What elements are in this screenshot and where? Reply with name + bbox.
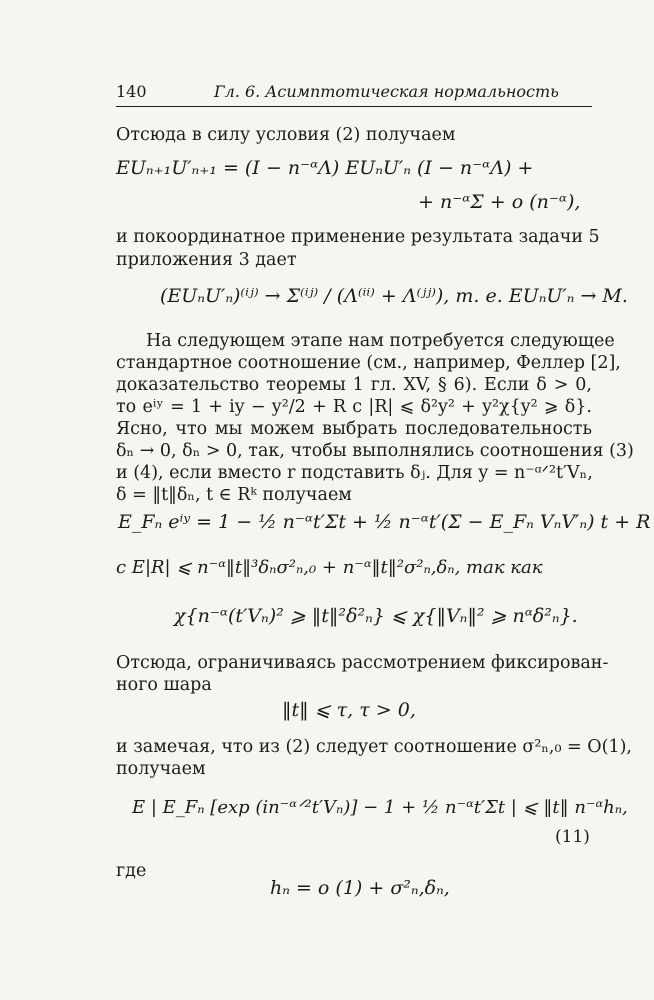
paragraph-line: ного шара	[116, 675, 212, 695]
running-header	[116, 82, 592, 104]
page-number: 140	[116, 82, 147, 101]
paragraph-line: где	[116, 861, 147, 881]
formula-display: E | E_Fₙ [exp (in⁻ᵅᐟ²t′Vₙ)] − 1 + ½ n⁻ᵅt′Σt | ⩽ ‖t‖ n⁻ᵅhₙ,	[132, 797, 628, 818]
formula-display: χ{n⁻ᵅ(t′Vₙ)² ⩾ ‖t‖²δ²ₙ} ⩽ χ{‖Vₙ‖² ⩾ nᵅδ²ₙ}.	[174, 605, 578, 627]
formula-display: hₙ = o (1) + σ²ₙ,δₙ,	[270, 877, 450, 899]
formula-line: с E|R| ⩽ n⁻ᵅ‖t‖³δₙσ²ₙ,₀ + n⁻ᵅ‖t‖²σ²ₙ,δₙ, так как	[116, 557, 543, 578]
equation-number: (11)	[555, 827, 590, 847]
formula-display: E_Fₙ eⁱʸ = 1 − ½ n⁻ᵅt′Σt + ½ n⁻ᵅt′(Σ − E_Fₙ VₙV′ₙ) t + R	[118, 511, 651, 533]
paragraph-line: Отсюда в силу условия (2) получаем	[116, 125, 456, 145]
paragraph-line: стандартное соотношение (см., например, Феллер [2],	[116, 353, 621, 373]
paragraph-line: Отсюда, ограничиваясь рассмотрением фиксирован-	[116, 653, 609, 673]
paragraph-line: δₙ → 0, δₙ > 0, так, чтобы выполнялись соотношения (3)	[116, 441, 634, 461]
paragraph-line: δ = ‖t‖δₙ, t ∈ Rᵏ получаем	[116, 485, 352, 505]
formula-display: (EUₙU′ₙ)⁽ⁱʲ⁾ → Σ⁽ⁱʲ⁾ / (Λ⁽ⁱⁱ⁾ + Λ⁽ʲʲ⁾), т. е. EUₙU′ₙ → M.	[160, 285, 628, 307]
paragraph-line: и (4), если вместо r подставить δⱼ. Для y = n⁻ᵅᐟ²t′Vₙ,	[116, 463, 593, 483]
paragraph-line: Ясно, что мы можем выбрать последовательность	[116, 419, 592, 439]
paragraph-line: то eⁱʸ = 1 + iy − y²/2 + R с |R| ⩽ δ²y² + y²χ{y² ⩾ δ}.	[116, 397, 592, 417]
paragraph-line: приложения 3 дает	[116, 250, 297, 270]
paragraph-line: получаем	[116, 759, 206, 779]
chapter-title: Гл. 6. Асимптотическая нормальность	[214, 82, 559, 101]
paragraph-line: и замечая, что из (2) следует соотношение σ²ₙ,₀ = O(1),	[116, 737, 632, 757]
formula-line: + n⁻ᵅΣ + o (n⁻ᵅ),	[418, 191, 581, 213]
paragraph-line: и покоординатное применение результата задачи 5	[116, 227, 600, 247]
formula-line: EUₙ₊₁U′ₙ₊₁ = (I − n⁻ᵅΛ) EUₙU′ₙ (I − n⁻ᵅΛ) +	[116, 157, 534, 179]
header-rule	[116, 106, 592, 107]
formula-display: ‖t‖ ⩽ τ, τ > 0,	[282, 699, 416, 721]
paragraph-line: доказательство теоремы 1 гл. XV, § 6). Если δ > 0,	[116, 375, 592, 395]
paragraph-line: На следующем этапе нам потребуется следующее	[146, 331, 615, 351]
